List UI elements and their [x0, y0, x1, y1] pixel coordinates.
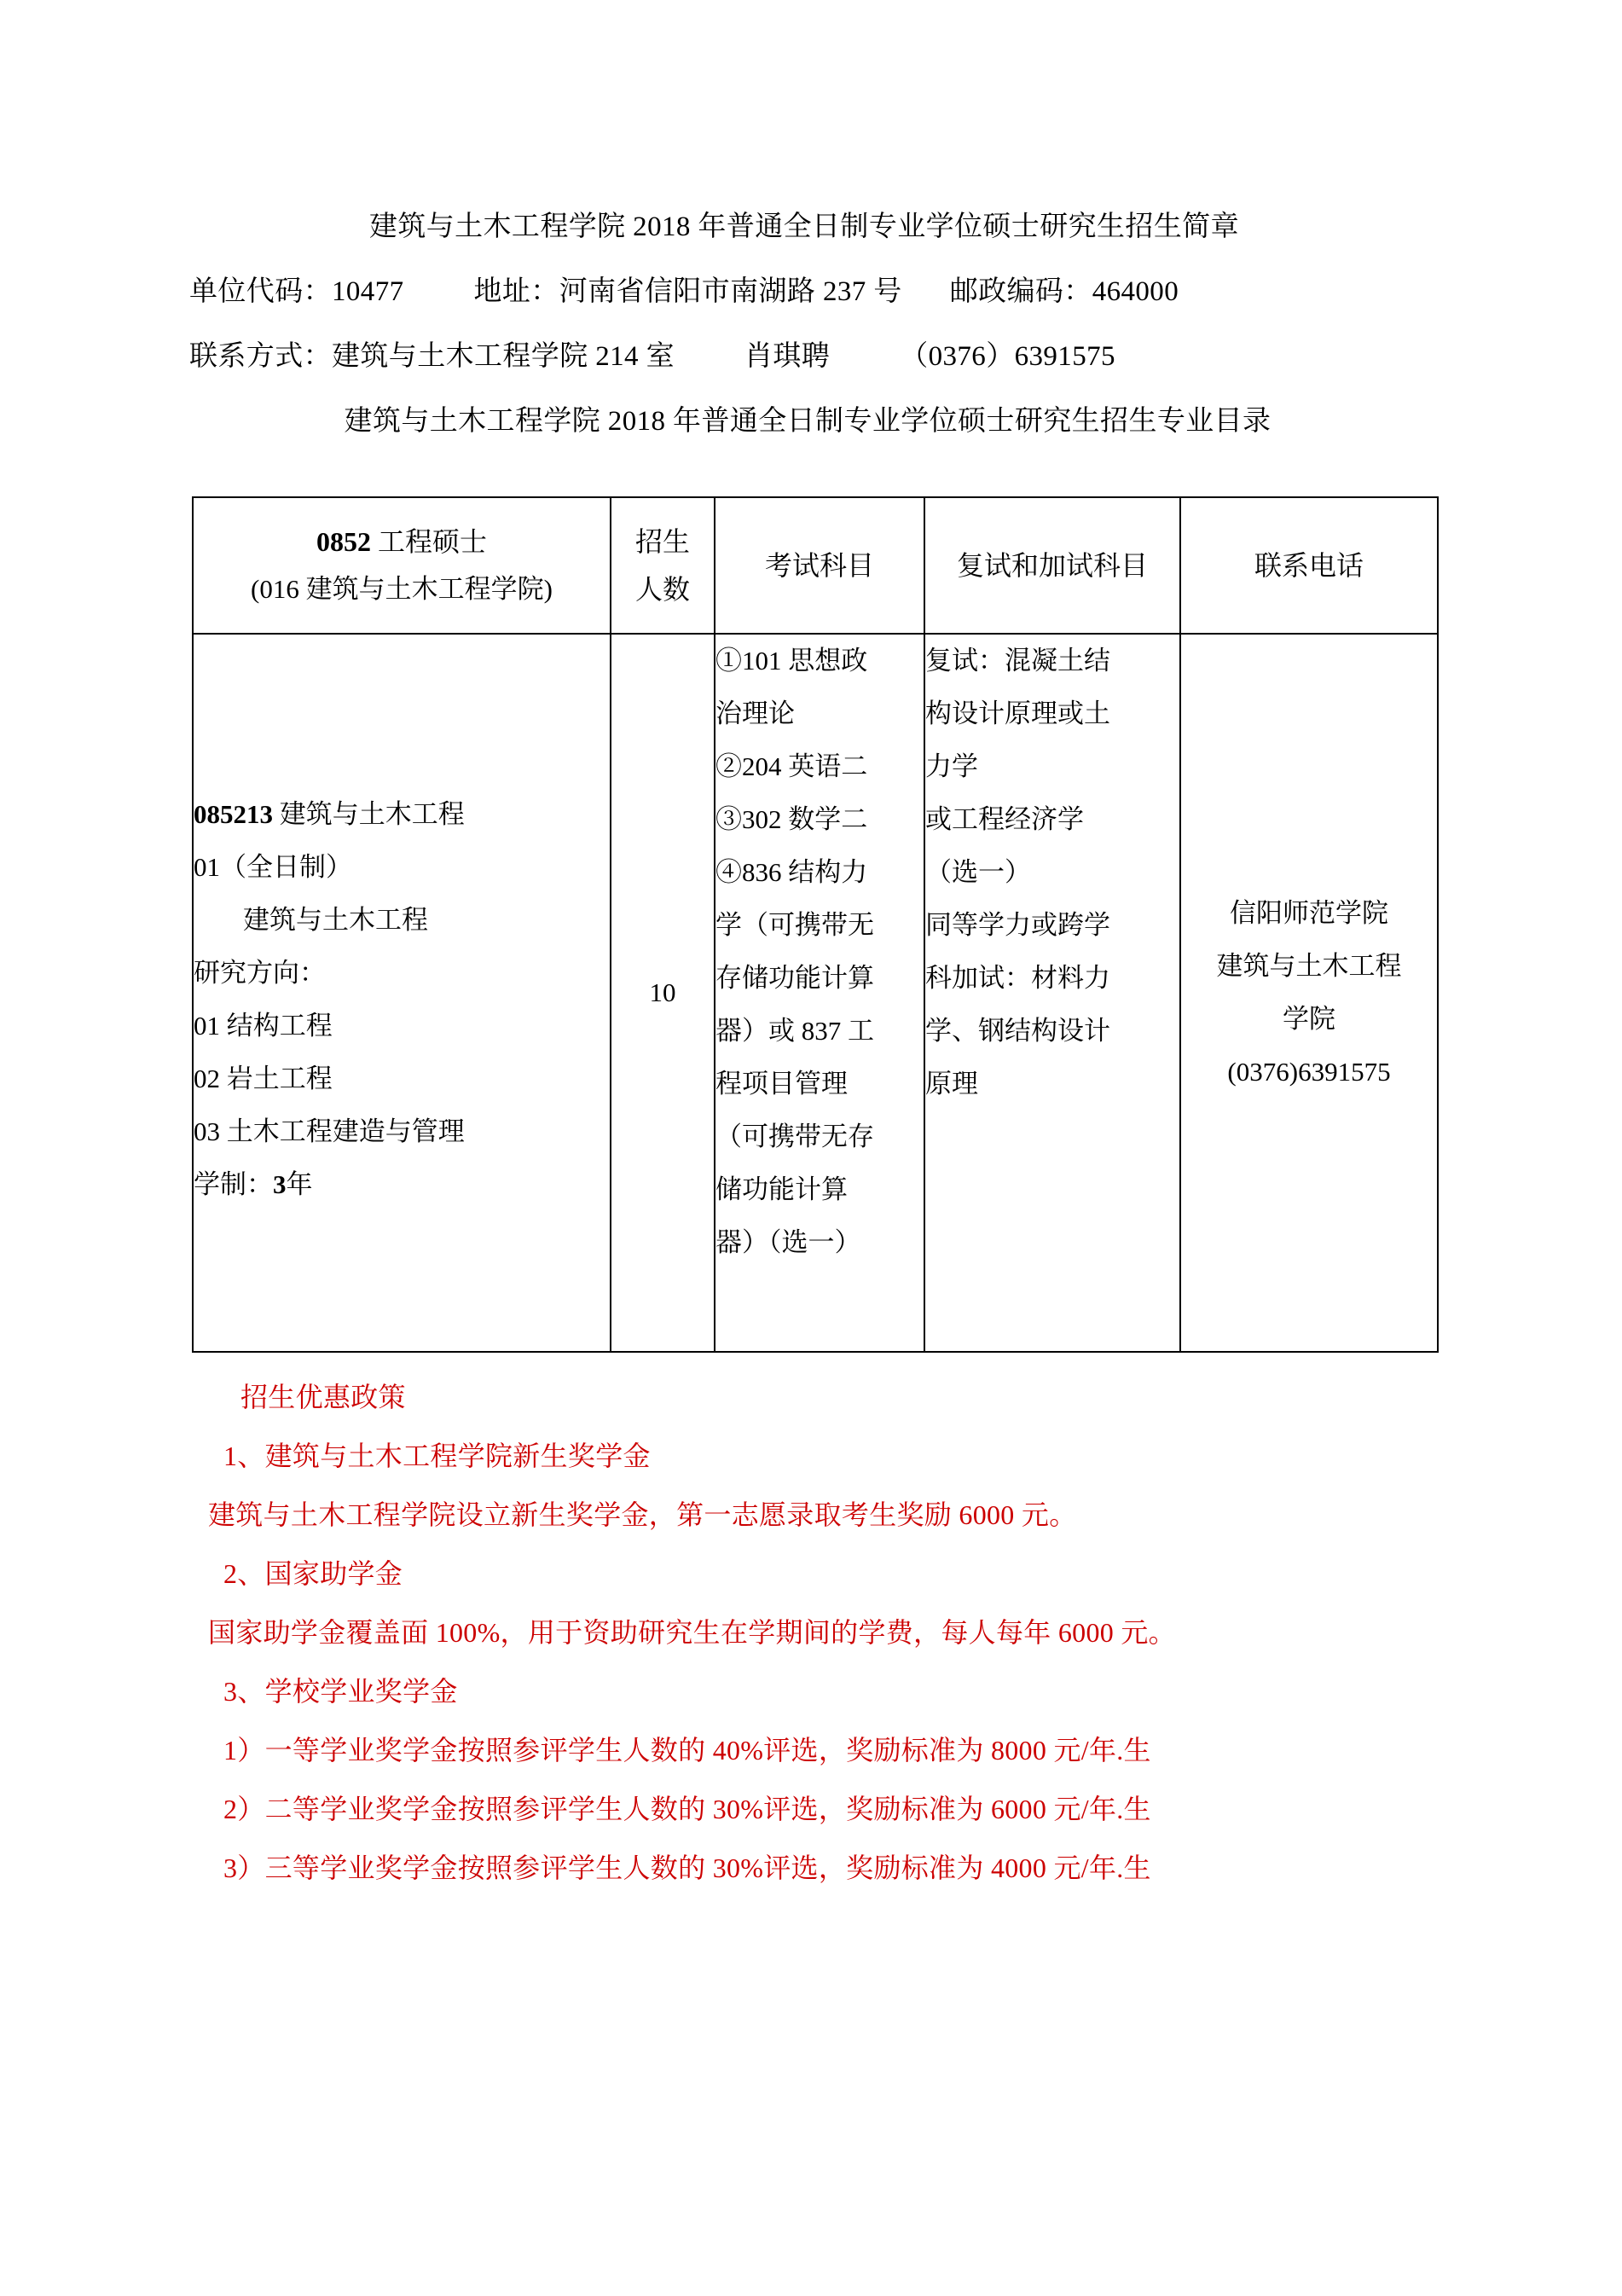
policy-item-1-body: 建筑与土木工程学院设立新生奖学金，第一志愿录取考生奖励 6000 元。 [208, 1499, 1077, 1530]
cell-retest-subjects [924, 634, 1180, 1352]
header-phone-text: 联系电话 [1254, 550, 1364, 581]
unit-code-value: 10477 [332, 276, 404, 307]
exam-line: 存储功能计算 [715, 963, 874, 993]
header-department: (016 建筑与土木工程学院) [251, 574, 553, 604]
retest-line: 科加试：材料力 [925, 963, 1110, 993]
contact-line: 学院 [1283, 1004, 1335, 1034]
study-mode-name: 建筑与土木工程 [243, 905, 428, 935]
retest-line: 构设计原理或土 [925, 699, 1110, 728]
contact-phone: （0376）6391575 [900, 341, 1115, 372]
column-header-contact-phone [1180, 497, 1438, 634]
major-name: 建筑与土木工程 [279, 799, 465, 829]
exam-line: ③302 数学二 [715, 804, 868, 834]
table-header-row [193, 497, 1438, 634]
exam-line: 程项目管理 [715, 1069, 848, 1099]
major-catalog-table-wrapper [189, 496, 1434, 1353]
exam-line: （可携带无存 [715, 1122, 874, 1151]
policy-item-3-sub-3: 3）三等学业奖学金按照参评学生人数的 30%评选，奖励标准为 4000 元/年.生 [223, 1852, 1151, 1883]
retest-line: 复试：混凝土结 [925, 646, 1110, 675]
contact-room: 建筑与土木工程学院 214 室 [332, 341, 675, 372]
exam-line: 器）（选一） [715, 1227, 861, 1257]
contact-line: 信阳师范学院 [1230, 898, 1388, 928]
exam-line: ②204 英语二 [715, 751, 868, 781]
directions-label: 研究方向： [194, 958, 326, 988]
major-line [194, 788, 610, 841]
address-label: 地址： [473, 276, 559, 307]
study-mode: 01（全日制） [194, 852, 352, 882]
header-degree-code: 0852 [316, 526, 371, 557]
policy-item-1-title: 1、建筑与土木工程学院新生奖学金 [223, 1441, 651, 1471]
cell-contact-phone [1180, 634, 1438, 1352]
column-header-enrollment [611, 497, 715, 634]
major-catalog-table [192, 496, 1439, 1353]
column-header-major [193, 497, 611, 634]
policy-item-3-title: 3、学校学业奖学金 [223, 1676, 458, 1707]
direction-item-3: 03 土木工程建造与管理 [194, 1116, 465, 1146]
retest-line: （选一） [925, 857, 1031, 887]
postcode-label: 邮政编码： [949, 276, 1092, 307]
exam-line: 器）或 837 工 [715, 1016, 874, 1046]
policy-item-2-title: 2、国家助学金 [223, 1558, 403, 1589]
direction-item-1: 01 结构工程 [194, 1011, 333, 1041]
table-row [193, 634, 1438, 1352]
cell-exam-subjects [715, 634, 924, 1352]
duration-value: 3 [273, 1169, 287, 1199]
policy-item-3-sub-1: 1）一等学业奖学金按照参评学生人数的 40%评选，奖励标准为 8000 元/年.生 [223, 1735, 1151, 1765]
contact-line: 建筑与土木工程 [1216, 951, 1402, 981]
catalog-title: 建筑与土木工程学院 2018 年普通全日制专业学位硕士研究生招生专业目录 [344, 406, 1272, 437]
header-degree-name: 工程硕士 [377, 526, 487, 557]
direction-item-2: 02 岩土工程 [194, 1064, 333, 1093]
unit-code-label: 单位代码： [189, 276, 332, 307]
retest-line: 力学 [925, 751, 978, 781]
page-title: 建筑与土木工程学院 2018 年普通全日制专业学位硕士研究生招生简章 [368, 212, 1240, 242]
column-header-exam-subjects [715, 497, 924, 634]
policy-item-2-body: 国家助学金覆盖面 100%，用于资助研究生在学期间的学费，每人每年 6000 元。 [208, 1617, 1176, 1648]
duration-label: 学制： [194, 1169, 273, 1199]
exam-line: 学（可携带无 [715, 910, 874, 940]
postcode-value: 464000 [1092, 276, 1179, 307]
enrollment-count-value: 10 [649, 977, 676, 1007]
policy-item-3-sub-2: 2）二等学业奖学金按照参评学生人数的 30%评选，奖励标准为 6000 元/年.生 [223, 1794, 1151, 1824]
duration-unit: 年 [286, 1169, 313, 1199]
header-enrollment-line1: 招生 [634, 526, 690, 557]
policy-heading: 招生优惠政策 [240, 1382, 406, 1412]
retest-line: 同等学力或跨学 [925, 910, 1110, 940]
cell-top-spacer [194, 635, 610, 788]
major-code: 085213 [194, 799, 273, 829]
retest-line: 学、钢结构设计 [925, 1016, 1110, 1046]
header-exam-text: 考试科目 [764, 550, 874, 581]
cell-enrollment-count [611, 634, 715, 1352]
contact-info-line [189, 324, 1434, 389]
retest-line: 或工程经济学 [925, 804, 1084, 834]
admission-policy-section [189, 1368, 1434, 1898]
unit-info-line [189, 259, 1434, 324]
cell-major-info [193, 634, 611, 1352]
contact-line: (0376)6391575 [1227, 1057, 1391, 1087]
exam-line: 治理论 [715, 699, 795, 728]
document-content [189, 0, 1434, 1898]
contact-label: 联系方式： [189, 341, 332, 372]
retest-line: 原理 [925, 1069, 978, 1099]
exam-line: ④836 结构力 [715, 857, 868, 887]
exam-line: 储功能计算 [715, 1174, 848, 1204]
contact-person: 肖琪聘 [744, 341, 831, 372]
document-header [189, 0, 1434, 454]
column-header-retest-subjects [924, 497, 1180, 634]
duration-line [194, 1158, 610, 1211]
address-value: 河南省信阳市南湖路 237 号 [559, 276, 902, 307]
header-enrollment-line2: 人数 [634, 574, 690, 605]
header-retest-text: 复试和加试科目 [956, 550, 1148, 581]
exam-line: ①101 思想政 [715, 646, 868, 675]
